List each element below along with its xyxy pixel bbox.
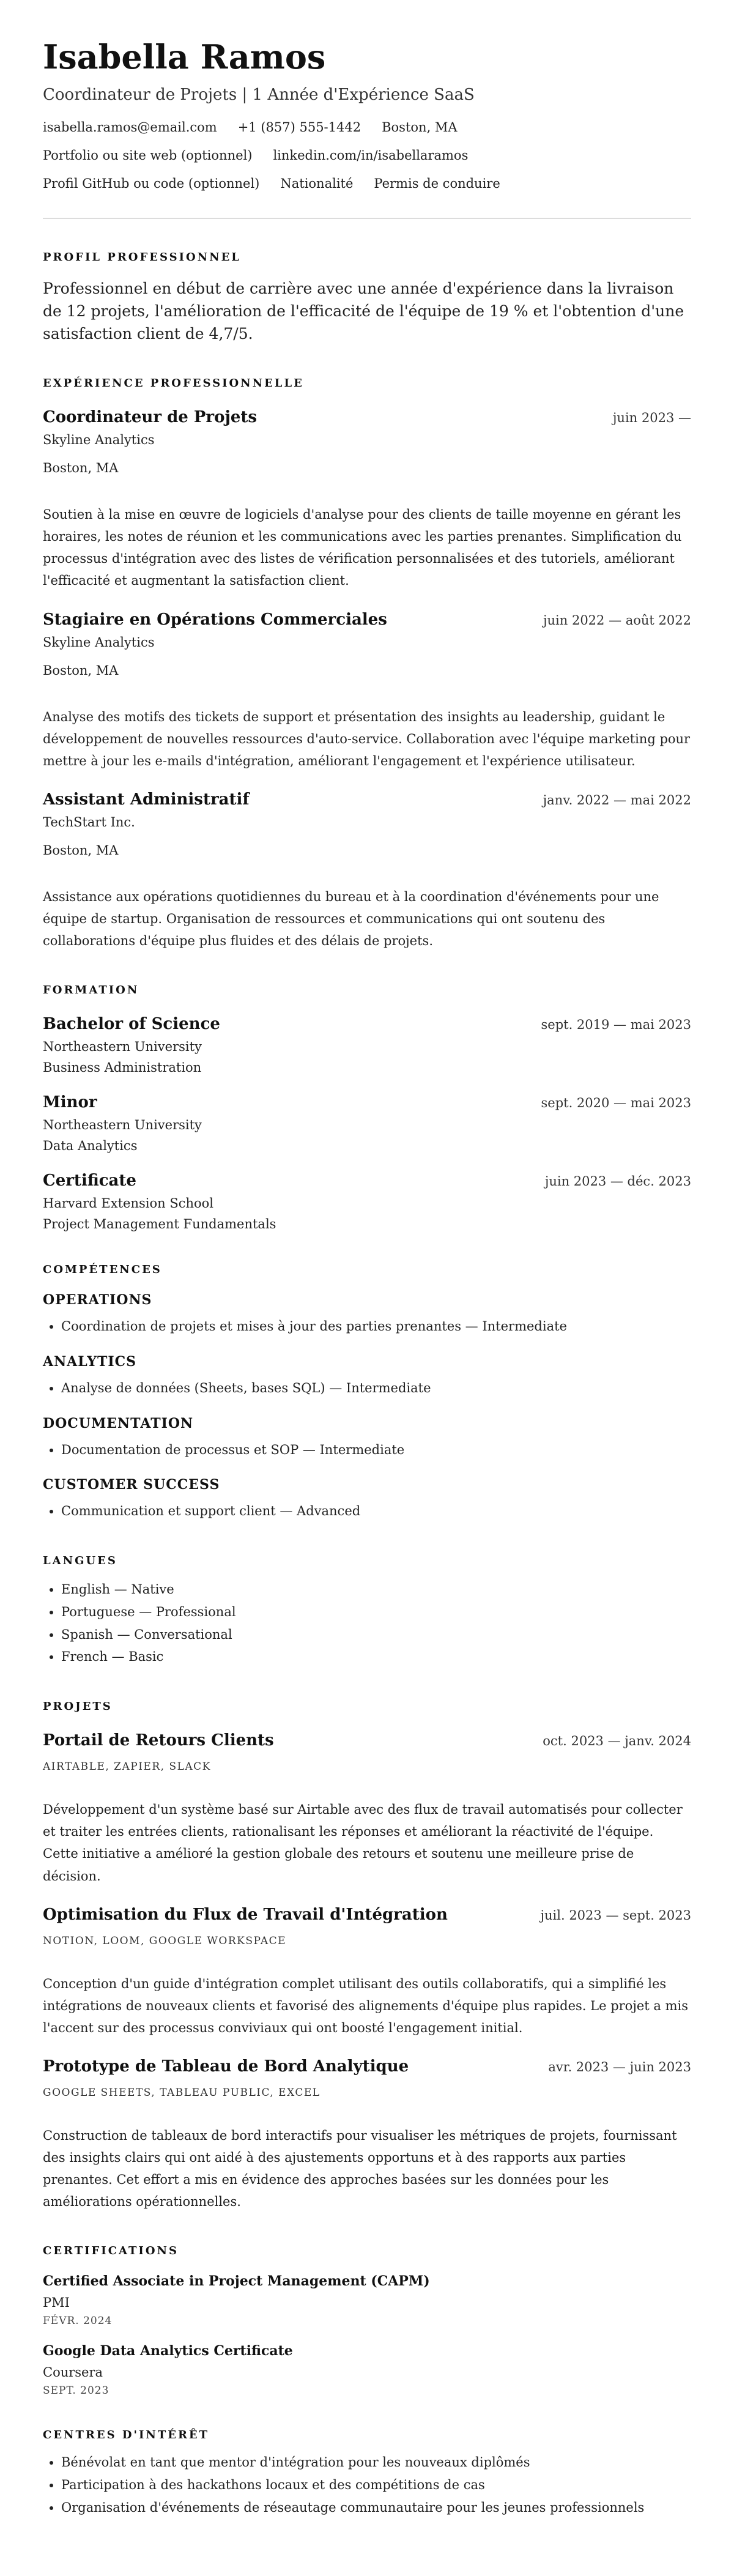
skill-category: DOCUMENTATION: [43, 1415, 194, 1431]
job-location: Boston, MA: [43, 842, 119, 858]
location: Boston, MA: [382, 120, 458, 135]
degree: Certificate: [43, 1171, 136, 1190]
skill-item: • Coordination de projets et mises à jour des parties prenantes — Intermediate: [61, 1315, 691, 1338]
education-entry: [43, 1093, 691, 1153]
company: TechStart Inc.: [43, 814, 135, 830]
language-item: • English — Native: [61, 1578, 691, 1601]
language-item: • Spanish — Conversational: [61, 1624, 691, 1646]
project-dates: juil. 2023 — sept. 2023: [540, 1907, 691, 1923]
candidate-name: Isabella Ramos: [43, 37, 326, 76]
job-title: Coordinateur de Projets: [43, 408, 258, 427]
interest-list: [43, 2451, 691, 2518]
language-list: [43, 1578, 691, 1668]
headline: Coordinateur de Projets | 1 Année d'Expérience SaaS: [43, 86, 475, 105]
degree: Minor: [43, 1093, 97, 1112]
experience-entry: [43, 790, 691, 952]
phone[interactable]: +1 (857) 555-1442: [237, 120, 361, 135]
section-title-profile: PROFIL PROFESSIONNEL: [43, 251, 241, 264]
skill-item: • Documentation de processus et SOP — Intermediate: [61, 1439, 691, 1461]
company: Skyline Analytics: [43, 432, 155, 448]
section-title-languages: LANGUES: [43, 1554, 117, 1568]
language-item: • Portuguese — Professional: [61, 1601, 691, 1624]
job-dates: juin 2023 —: [612, 410, 691, 426]
project-entry: [43, 1906, 691, 2039]
certification-entry: [43, 2273, 691, 2327]
project-entry: [43, 2057, 691, 2213]
section-title-education: FORMATION: [43, 984, 139, 997]
project-dates: oct. 2023 — janv. 2024: [543, 1734, 691, 1749]
skill-item: • Communication et support client — Advanced: [61, 1500, 691, 1523]
language-item: • French — Basic: [61, 1646, 691, 1668]
header-divider: [43, 218, 691, 219]
job-title: Assistant Administratif: [43, 790, 250, 809]
email[interactable]: isabella.ramos@email.com: [43, 120, 217, 135]
degree: Bachelor of Science: [43, 1015, 220, 1034]
school: Northeastern University: [43, 1039, 202, 1055]
section-title-interests: CENTRES D'INTÉRÊT: [43, 2429, 210, 2442]
project-entry: [43, 1731, 691, 1887]
drivers-license: Permis de conduire: [374, 176, 500, 191]
skill-category: ANALYTICS: [43, 1353, 137, 1370]
school: Northeastern University: [43, 1118, 202, 1133]
education-entry: [43, 1015, 691, 1075]
education-dates: sept. 2020 — mai 2023: [541, 1096, 691, 1111]
education-dates: sept. 2019 — mai 2023: [541, 1017, 691, 1033]
certification-name: Certified Associate in Project Management (CAPM): [43, 2273, 430, 2290]
project-description: Construction de tableaux de bord interactifs pour visualiser les métriques de projets, fournissant des insights clairs qui ont aidé à des ajustements opportuns et à des rapports aux parties prenantes. Cet effort a mis en évidence des approches basées sur les données pour les améliorations opérationnelles.: [43, 2128, 677, 2210]
section-title-projects: PROJETS: [43, 1700, 113, 1713]
profile-summary: Professionnel en début de carrière avec une année d'expérience dans la livraison de 12 projets, l'amélioration de l'efficacité de l'équipe de 19 % et l'obtention d'une satisfaction client de 4,7/5.: [43, 280, 684, 343]
experience-entry: [43, 408, 691, 592]
certification-entry: [43, 2343, 691, 2397]
certification-date: FÉVR. 2024: [43, 2315, 113, 2328]
project-description: Développement d'un système basé sur Airtable avec des flux de travail automatisés pour collecter et traiter les entrées clients, rationalisant les réponses et améliorant la réactivité de l'équipe. Cette initiative a amélioré la gestion globale des retours et soutenu une meilleure prise de décision.: [43, 1802, 683, 1884]
skill-category: OPERATIONS: [43, 1292, 152, 1308]
linkedin-link[interactable]: linkedin.com/in/isabellaramos: [273, 148, 469, 163]
interest-item: • Bénévolat en tant que mentor d'intégration pour les nouveaux diplômés: [61, 2451, 691, 2474]
skill-list: [43, 1500, 691, 1523]
certification-issuer: PMI: [43, 2295, 70, 2311]
contact-row: [43, 120, 691, 135]
job-dates: janv. 2022 — mai 2022: [543, 792, 691, 807]
company: Skyline Analytics: [43, 634, 155, 650]
project-tech: NOTION, LOOM, GOOGLE WORKSPACE: [43, 1934, 287, 1947]
job-location: Boston, MA: [43, 663, 119, 678]
project-title: Prototype de Tableau de Bord Analytique: [43, 2057, 409, 2076]
job-description: Soutien à la mise en œuvre de logiciels d'analyse pour des clients de taille moyenne en gérant les horaires, les notes de réunion et les communications avec les parties prenantes. Simplification du processus d'intégration avec des listes de vérification personnalisées et des tutoriels, améliorant l'efficacité et augmentant la satisfaction client.: [43, 507, 682, 588]
section-title-experience: EXPÉRIENCE PROFESSIONNELLE: [43, 377, 304, 390]
project-description: Conception d'un guide d'intégration complet utilisant des outils collaboratifs, qui a simplifié les intégrations de nouveaux clients et favorisé des alignements d'équipe plus rapides. Le projet a mis l'accent sur des processus conviviaux qui ont boosté l'engagement initial.: [43, 1976, 688, 2035]
education-dates: juin 2023 — déc. 2023: [544, 1174, 691, 1189]
contact-row: [43, 176, 691, 191]
job-dates: juin 2022 — août 2022: [543, 612, 691, 628]
project-tech: AIRTABLE, ZAPIER, SLACK: [43, 1761, 211, 1773]
portfolio-link[interactable]: Portfolio ou site web (optionnel): [43, 148, 253, 163]
job-description: Assistance aux opérations quotidiennes du bureau et à la coordination d'événements pour une équipe de startup. Organisation de ressources et communications qui ont soutenu des collaborations d'équipe plus fluides et des délais de projets.: [43, 889, 659, 949]
interest-item: • Participation à des hackathons locaux et des compétitions de cas: [61, 2474, 691, 2496]
field-of-study: Project Management Fundamentals: [43, 1217, 276, 1232]
project-title: Portail de Retours Clients: [43, 1731, 274, 1750]
section-title-skills: COMPÉTENCES: [43, 1263, 162, 1277]
job-location: Boston, MA: [43, 461, 119, 476]
job-title: Stagiaire en Opérations Commerciales: [43, 610, 387, 629]
school: Harvard Extension School: [43, 1196, 213, 1211]
skill-list: [43, 1377, 691, 1400]
section-title-certifications: CERTIFICATIONS: [43, 2244, 179, 2258]
field-of-study: Business Administration: [43, 1060, 202, 1075]
contact-row: [43, 148, 691, 163]
field-of-study: Data Analytics: [43, 1138, 138, 1154]
project-tech: GOOGLE SHEETS, TABLEAU PUBLIC, EXCEL: [43, 2086, 321, 2099]
project-title: Optimisation du Flux de Travail d'Intégration: [43, 1905, 448, 1924]
certification-issuer: Coursera: [43, 2365, 103, 2380]
skill-list: [43, 1439, 691, 1461]
certification-date: SEPT. 2023: [43, 2385, 109, 2397]
interest-item: • Organisation d'événements de réseautage communautaire pour les jeunes professionnels: [61, 2496, 691, 2519]
skill-list: [43, 1315, 691, 1338]
experience-entry: [43, 611, 691, 772]
skill-category: CUSTOMER SUCCESS: [43, 1477, 220, 1493]
nationality: Nationalité: [280, 176, 354, 191]
skill-item: • Analyse de données (Sheets, bases SQL) — Intermediate: [61, 1377, 691, 1400]
github-link[interactable]: Profil GitHub ou code (optionnel): [43, 176, 260, 191]
certification-name: Google Data Analytics Certificate: [43, 2343, 293, 2359]
project-dates: avr. 2023 — juin 2023: [548, 2059, 691, 2074]
education-entry: [43, 1171, 691, 1231]
job-description: Analyse des motifs des tickets de support et présentation des insights au leadership, guidant le développement de nouvelles ressources d'auto-service. Collaboration avec l'équipe marketing pour mettre à jour les e-mails d'intégration, améliorant l'engagement et l'expérience utilisateur.: [43, 709, 691, 768]
